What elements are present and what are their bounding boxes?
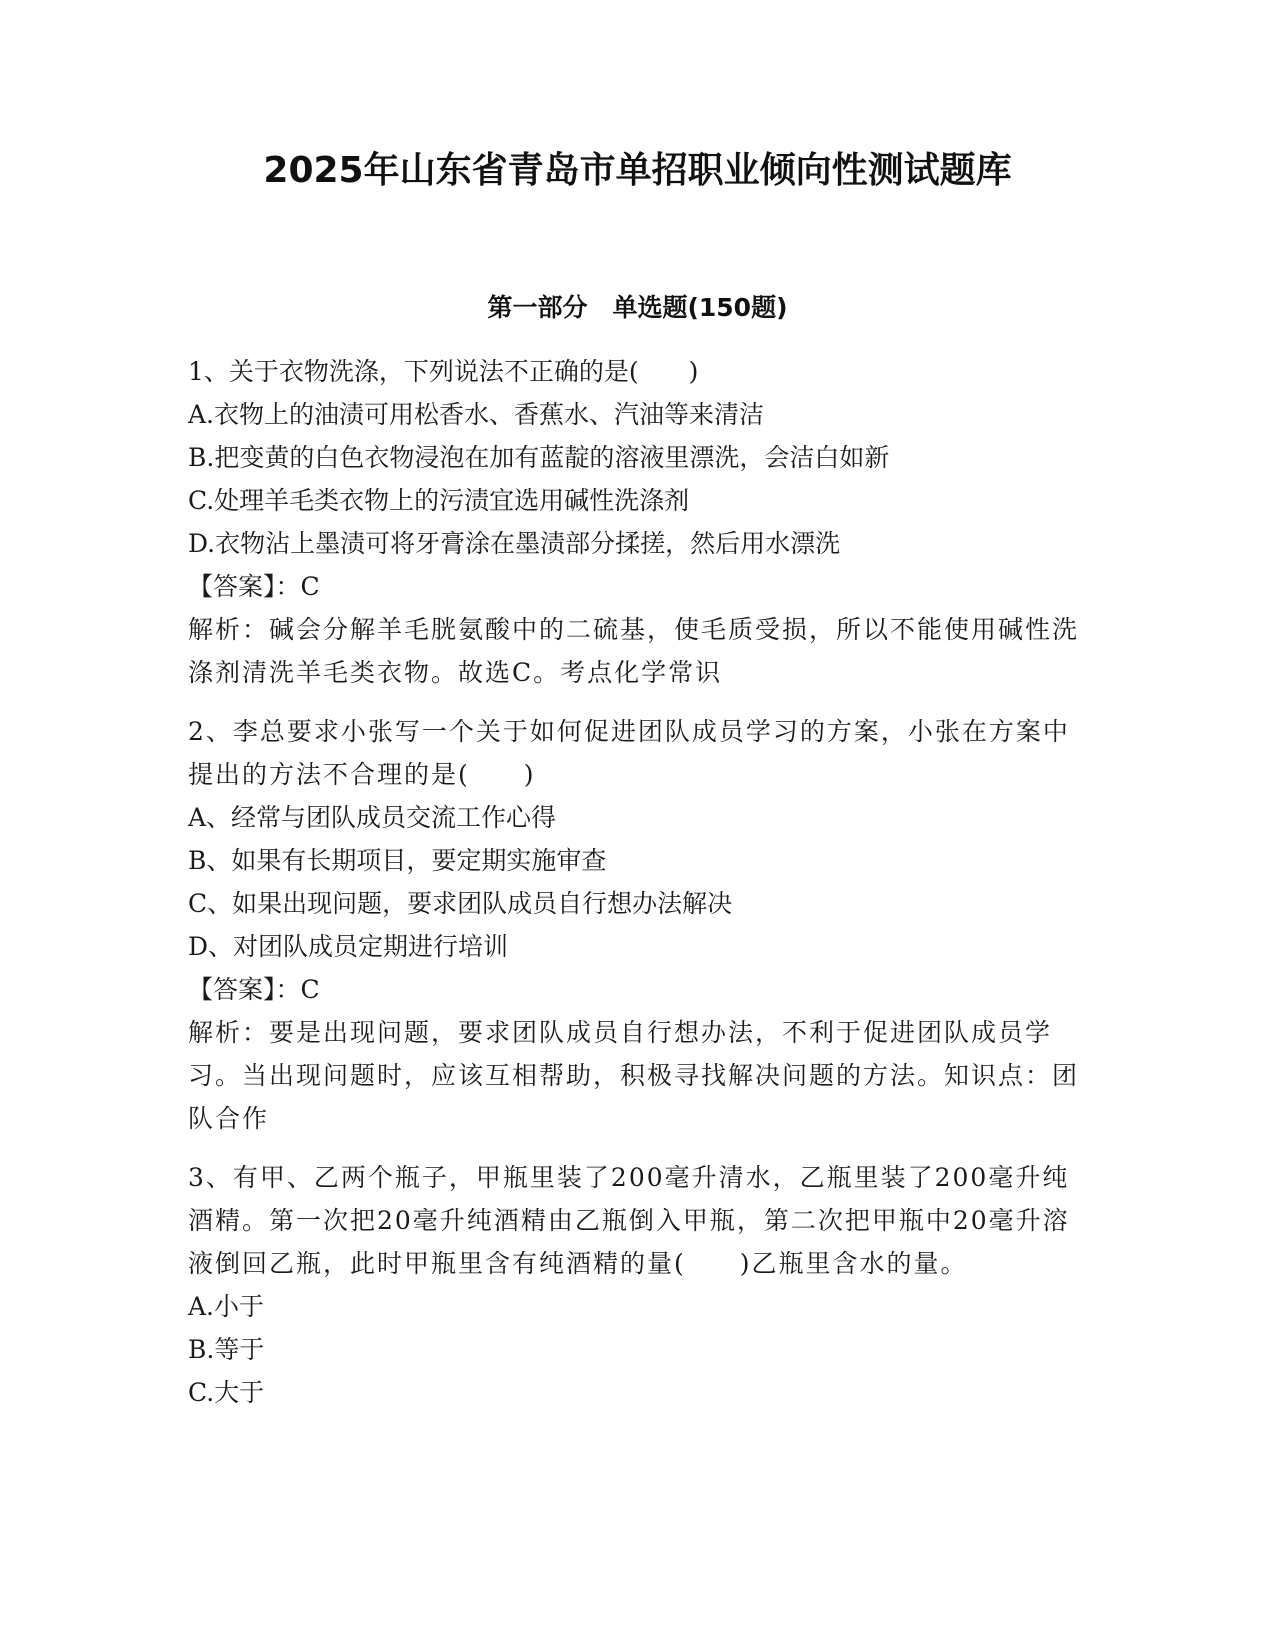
option-a: A、经常与团队成员交流工作心得 [188,803,557,832]
analysis: 解析：碱会分解羊毛胱氨酸中的二硫基，使毛质受损，所以不能使用碱性洗涤剂清洗羊毛类衣物。故选C。考点化学常识 [188,615,1080,687]
section-title: 第一部分 单选题(150题) [487,293,788,322]
option-a: A.小于 [188,1292,265,1321]
question-stem: 3、有甲、乙两个瓶子，甲瓶里装了200毫升清水，乙瓶里装了200毫升纯酒精。第一次把20毫升纯酒精由乙瓶倒入甲瓶，第二次把甲瓶中20毫升溶液倒回乙瓶，此时甲瓶里含有纯酒精的量( )乙瓶里含水的量。 [188,1163,1070,1278]
answer: 【答案】：C [188,975,320,1004]
analysis: 解析：要是出现问题，要求团队成员自行想办法，不利于促进团队成员学习。当出现问题时，应该互相帮助，积极寻找解决问题的方法。知识点：团队合作 [188,1018,1080,1133]
spacer [188,694,1088,710]
option-d: D.衣物沾上墨渍可将牙膏涂在墨渍部分揉搓，然后用水漂洗 [188,529,841,558]
option-b: B.把变黄的白色衣物浸泡在加有蓝靛的溶液里漂洗，会洁白如新 [188,443,890,472]
spacer [188,1140,1088,1156]
question-list [188,350,1088,1414]
option-a: A.衣物上的油渍可用松香水、香蕉水、汽油等来清洁 [188,400,765,429]
question-stem: 2、李总要求小张写一个关于如何促进团队成员学习的方案，小张在方案中提出的方法不合理的是( ) [188,717,1070,789]
option-b: B、如果有长期项目，要定期实施审查 [188,846,607,875]
option-c: C.处理羊毛类衣物上的污渍宜选用碱性洗涤剂 [188,486,690,515]
question-stem: 1、关于衣物洗涤，下列说法不正确的是( ) [188,357,699,386]
option-d: D、对团队成员定期进行培训 [188,932,509,961]
option-c: C.大于 [188,1378,265,1407]
answer: 【答案】：C [188,572,320,601]
option-c: C、如果出现问题，要求团队成员自行想办法解决 [188,889,733,918]
question-2 [188,710,1088,1140]
document-title: 2025年山东省青岛市单招职业倾向性测试题库 [263,150,1012,191]
question-3 [188,1156,1088,1414]
option-b: B.等于 [188,1335,265,1364]
question-1 [188,350,1088,694]
